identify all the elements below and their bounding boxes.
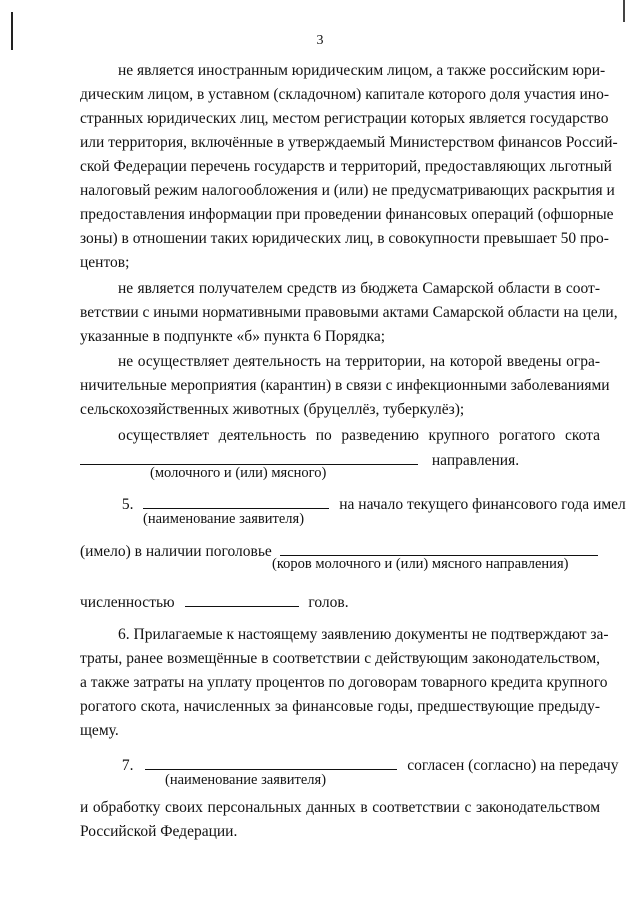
paragraph-foreign-line: предоставления информации при проведении финансовых операций (офшорные bbox=[80, 206, 614, 223]
scan-edge-mark-right bbox=[623, 0, 625, 22]
item5-count-line bbox=[80, 589, 600, 613]
item5-number: 5. bbox=[121, 496, 134, 513]
page-number: 3 bbox=[316, 33, 324, 48]
breeding-direction-label: направления. bbox=[431, 452, 520, 469]
item7-consent-line: и обработку своих персональных данных в соответствии с законодательством bbox=[80, 799, 600, 816]
item5-applicant-caption: (наименование заявителя) bbox=[143, 511, 305, 527]
paragraph-budget-line: не является получателем средств из бюджета Самарской области в соот- bbox=[118, 280, 600, 297]
paragraph-budget-line: ветствии с иными нормативными правовыми актами Самарской области на цели, bbox=[80, 304, 618, 321]
item6-line: траты, ранее возмещённые в соответствии с действующим законодательством, bbox=[80, 650, 600, 667]
paragraph-breeding-line: осуществляет деятельность по разведению крупного рогатого скота bbox=[118, 427, 600, 444]
paragraph-quarantine-line: сельскохозяйственных животных (бруцеллёз, туберкулёз); bbox=[80, 401, 465, 418]
item7-number: 7. bbox=[121, 757, 134, 774]
item6-line: рогатого скота, начисленных за финансовые годы, предшествующие предыду- bbox=[80, 698, 600, 715]
item5-text: на начало текущего финансового года имел bbox=[339, 496, 626, 513]
paragraph-quarantine-line: не осуществляет деятельность на территории, на которой введены огра- bbox=[118, 353, 600, 370]
item5-count-blank[interactable] bbox=[185, 589, 299, 607]
paragraph-budget-line: указанные в подпункте «б» пункта 6 Порядка; bbox=[80, 328, 386, 345]
paragraph-foreign-line: или территория, включённые в утверждаемый Министерством финансов Россий- bbox=[80, 134, 618, 151]
item7-consent-line: Российской Федерации. bbox=[80, 823, 238, 840]
item7-text: согласен (согласно) на передачу bbox=[407, 757, 619, 774]
item7-applicant-caption: (наименование заявителя) bbox=[165, 772, 327, 788]
item5-herd-caption: (коров молочного и (или) мясного направления) bbox=[272, 556, 569, 572]
item6-line: а также затраты на уплату процентов по договорам товарного кредита крупного bbox=[80, 674, 608, 691]
paragraph-foreign-line: зоны) в отношении таких юридических лиц, в совокупности превышает 50 про- bbox=[80, 230, 609, 247]
breeding-type-blank[interactable] bbox=[80, 447, 418, 465]
item5-herd-blank[interactable] bbox=[280, 538, 598, 556]
item5-applicant-blank[interactable] bbox=[143, 491, 329, 509]
paragraph-foreign-line: не является иностранным юридическим лицом, а также российским юри- bbox=[118, 62, 606, 79]
item5-count-suffix: голов. bbox=[308, 594, 349, 611]
paragraph-foreign-line: ской Федерации перечень государств и территорий, предоставляющих льготный bbox=[80, 158, 612, 175]
paragraph-quarantine-line: ничительные мероприятия (карантин) в связи с инфекционными заболеваниями bbox=[80, 377, 610, 394]
paragraph-foreign-line: странных юридических лиц, местом регистрации которых является государство bbox=[80, 110, 609, 127]
breeding-type-caption: (молочного и (или) мясного) bbox=[150, 465, 327, 481]
paragraph-foreign-line: центов; bbox=[80, 254, 130, 271]
item5-herd-prefix: (имело) в наличии поголовье bbox=[80, 543, 272, 560]
paragraph-foreign-line: налоговый режим налогообложения и (или) не предусматривающих раскрытия и bbox=[80, 182, 615, 199]
paragraph-foreign-line: дическим лицом, в уставном (складочном) капитале которого доля участия ино- bbox=[80, 86, 609, 103]
item5-count-prefix: численностью bbox=[80, 594, 175, 611]
item6-line: 6. Прилагаемые к настоящему заявлению документы не подтверждают за- bbox=[118, 626, 609, 643]
item7-applicant-blank[interactable] bbox=[145, 752, 397, 770]
item6-line: щему. bbox=[80, 722, 119, 739]
item7-line bbox=[80, 752, 619, 776]
